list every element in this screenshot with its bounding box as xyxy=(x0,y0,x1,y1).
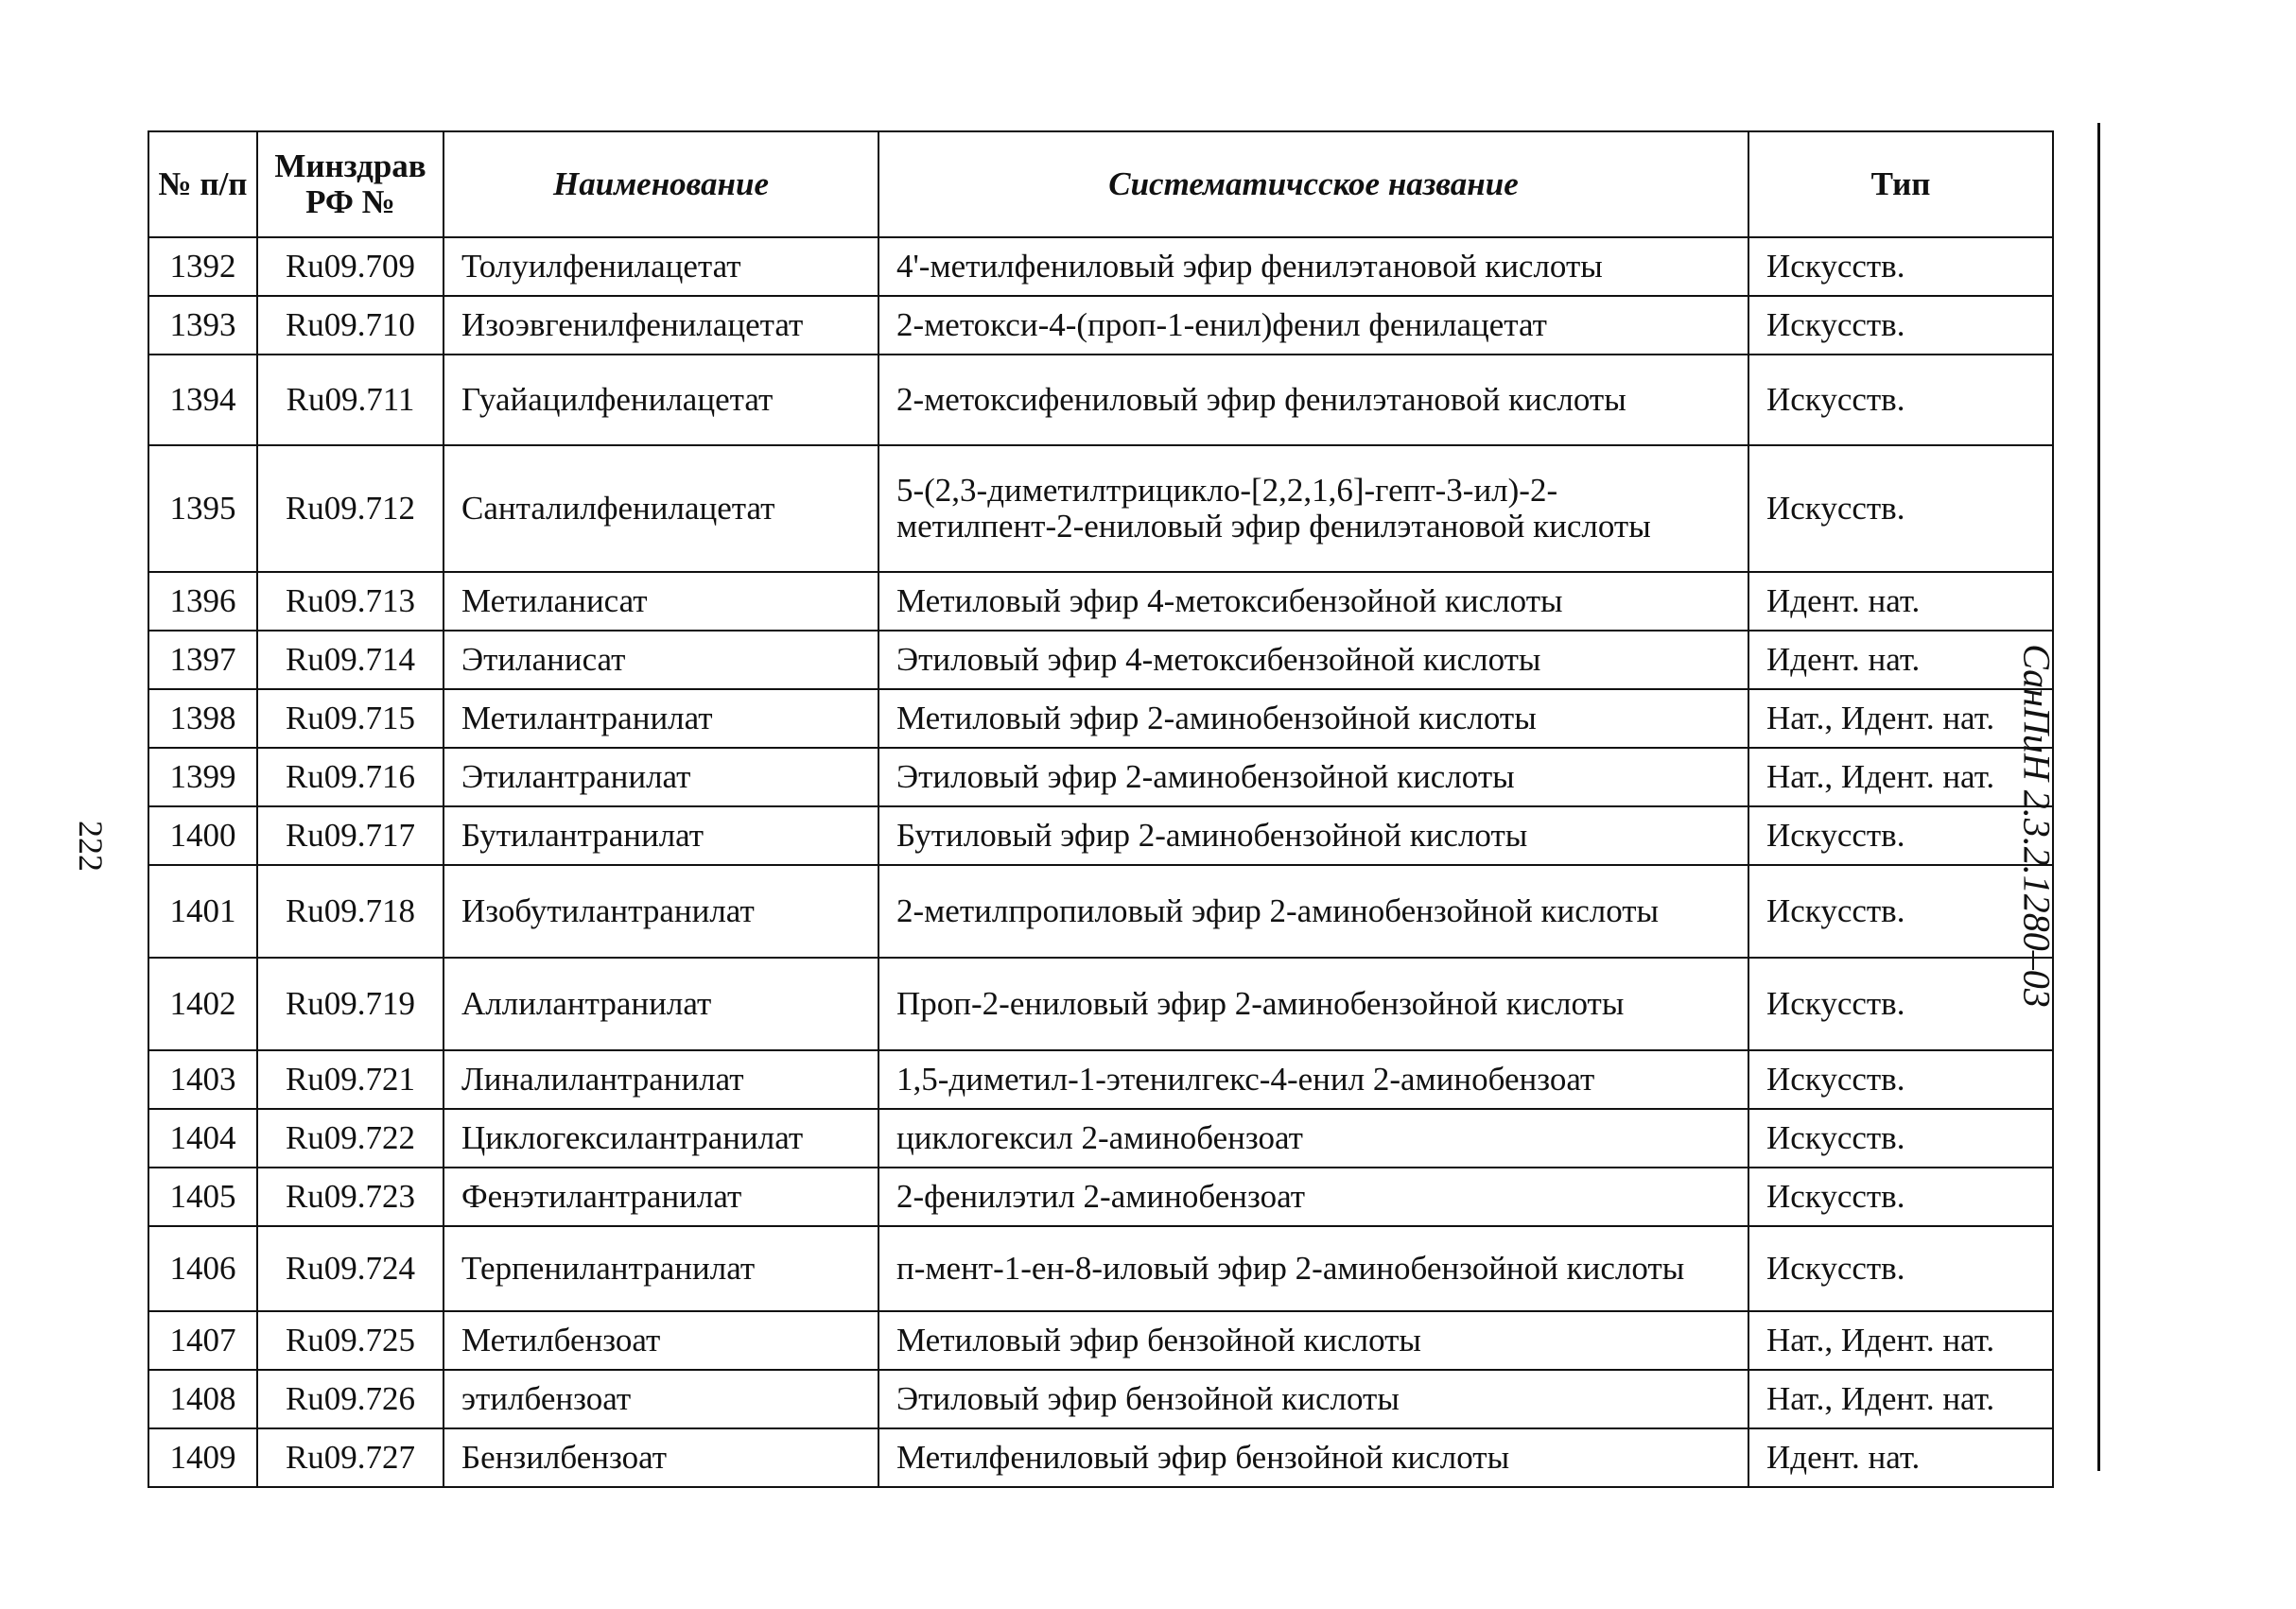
cell-code: Ru09.713 xyxy=(257,572,444,631)
cell-systematic: Метиловый эфир 2-аминобензойной кислоты xyxy=(878,689,1748,748)
cell-code: Ru09.709 xyxy=(257,237,444,296)
cell-code: Ru09.726 xyxy=(257,1370,444,1428)
cell-name: Фенэтилантранилат xyxy=(444,1168,878,1226)
cell-code: Ru09.724 xyxy=(257,1226,444,1311)
table-row xyxy=(148,1050,2053,1109)
cell-name: Санталилфенилацетат xyxy=(444,445,878,572)
cell-num: 1402 xyxy=(148,958,257,1050)
cell-num: 1400 xyxy=(148,806,257,865)
cell-systematic: 2-метилпропиловый эфир 2-аминобензойной кислоты xyxy=(878,865,1748,958)
cell-num: 1393 xyxy=(148,296,257,355)
cell-systematic: Метиловый эфир бензойной кислоты xyxy=(878,1311,1748,1370)
cell-num: 1408 xyxy=(148,1370,257,1428)
cell-type: Нат., Идент. нат. xyxy=(1748,689,2053,748)
cell-type: Идент. нат. xyxy=(1748,631,2053,689)
table-row xyxy=(148,445,2053,572)
cell-systematic: Бутиловый эфир 2-аминобензойной кислоты xyxy=(878,806,1748,865)
cell-code: Ru09.714 xyxy=(257,631,444,689)
cell-type: Нат., Идент. нат. xyxy=(1748,1311,2053,1370)
cell-type: Искусств. xyxy=(1748,237,2053,296)
cell-code: Ru09.719 xyxy=(257,958,444,1050)
table-row xyxy=(148,296,2053,355)
header-code: Минздрав РФ № xyxy=(257,131,444,237)
cell-type: Идент. нат. xyxy=(1748,572,2053,631)
cell-code: Ru09.722 xyxy=(257,1109,444,1168)
cell-name: Толуилфенилацетат xyxy=(444,237,878,296)
cell-code: Ru09.711 xyxy=(257,355,444,445)
table-row xyxy=(148,1226,2053,1311)
cell-code: Ru09.723 xyxy=(257,1168,444,1226)
cell-systematic: п-мент-1-ен-8-иловый эфир 2-аминобензойной кислоты xyxy=(878,1226,1748,1311)
cell-name: Линалилантранилат xyxy=(444,1050,878,1109)
cell-name: Метиланисат xyxy=(444,572,878,631)
cell-num: 1396 xyxy=(148,572,257,631)
cell-systematic: 5-(2,3-диметилтрицикло-[2,2,1,6]-гепт-3-ил)-2-метилпент-2-ениловый эфир фенилэтановой кислоты xyxy=(878,445,1748,572)
table-row xyxy=(148,355,2053,445)
cell-type: Искусств. xyxy=(1748,958,2053,1050)
cell-name: Этилантранилат xyxy=(444,748,878,806)
header-systematic: Систематичсское название xyxy=(878,131,1748,237)
table-row xyxy=(148,748,2053,806)
page-number: 222 xyxy=(72,821,110,872)
cell-num: 1403 xyxy=(148,1050,257,1109)
cell-name: этилбензоат xyxy=(444,1370,878,1428)
cell-systematic: 2-метоксифениловый эфир фенилэтановой кислоты xyxy=(878,355,1748,445)
cell-name: Аллилантранилат xyxy=(444,958,878,1050)
cell-name: Терпенилантранилат xyxy=(444,1226,878,1311)
cell-code: Ru09.716 xyxy=(257,748,444,806)
cell-type: Искусств. xyxy=(1748,1168,2053,1226)
table-row xyxy=(148,631,2053,689)
cell-code: Ru09.710 xyxy=(257,296,444,355)
cell-type: Нат., Идент. нат. xyxy=(1748,1370,2053,1428)
cell-type: Искусств. xyxy=(1748,1109,2053,1168)
cell-name: Изоэвгенилфенилацетат xyxy=(444,296,878,355)
cell-systematic: циклогексил 2-аминобензоат xyxy=(878,1109,1748,1168)
table-row xyxy=(148,1109,2053,1168)
margin-rule xyxy=(2097,123,2100,1471)
cell-code: Ru09.717 xyxy=(257,806,444,865)
running-head: СанПиН 2.3.2.1280–03 xyxy=(2015,644,2059,1008)
cell-code: Ru09.712 xyxy=(257,445,444,572)
cell-code: Ru09.718 xyxy=(257,865,444,958)
cell-code: Ru09.725 xyxy=(257,1311,444,1370)
cell-name: Гуайацилфенилацетат xyxy=(444,355,878,445)
cell-num: 1409 xyxy=(148,1428,257,1487)
cell-num: 1392 xyxy=(148,237,257,296)
table-row xyxy=(148,1168,2053,1226)
cell-num: 1394 xyxy=(148,355,257,445)
cell-type: Искусств. xyxy=(1748,1226,2053,1311)
cell-type: Искусств. xyxy=(1748,865,2053,958)
cell-systematic: Метиловый эфир 4-метоксибензойной кислоты xyxy=(878,572,1748,631)
cell-systematic: Этиловый эфир 4-метоксибензойной кислоты xyxy=(878,631,1748,689)
cell-code: Ru09.721 xyxy=(257,1050,444,1109)
cell-num: 1405 xyxy=(148,1168,257,1226)
cell-type: Искусств. xyxy=(1748,355,2053,445)
cell-type: Нат., Идент. нат. xyxy=(1748,748,2053,806)
table-row xyxy=(148,958,2053,1050)
cell-name: Бензилбензоат xyxy=(444,1428,878,1487)
cell-name: Изобутилантранилат xyxy=(444,865,878,958)
table-row xyxy=(148,1428,2053,1487)
header-type: Тип xyxy=(1748,131,2053,237)
table-row xyxy=(148,689,2053,748)
cell-num: 1397 xyxy=(148,631,257,689)
cell-systematic: Этиловый эфир бензойной кислоты xyxy=(878,1370,1748,1428)
cell-num: 1401 xyxy=(148,865,257,958)
cell-systematic: Этиловый эфир 2-аминобензойной кислоты xyxy=(878,748,1748,806)
cell-type: Искусств. xyxy=(1748,296,2053,355)
cell-systematic: 4'-метилфениловый эфир фенилэтановой кислоты xyxy=(878,237,1748,296)
cell-num: 1399 xyxy=(148,748,257,806)
header-name: Наименование xyxy=(444,131,878,237)
header-num: № п/п xyxy=(148,131,257,237)
cell-num: 1407 xyxy=(148,1311,257,1370)
cell-systematic: 1,5-диметил-1-этенилгекс-4-енил 2-аминобензоат xyxy=(878,1050,1748,1109)
cell-num: 1395 xyxy=(148,445,257,572)
table-row xyxy=(148,1311,2053,1370)
table-row xyxy=(148,572,2053,631)
cell-type: Идент. нат. xyxy=(1748,1428,2053,1487)
table-row xyxy=(148,865,2053,958)
cell-num: 1404 xyxy=(148,1109,257,1168)
cell-type: Искусств. xyxy=(1748,445,2053,572)
cell-num: 1406 xyxy=(148,1226,257,1311)
table-row xyxy=(148,1370,2053,1428)
cell-num: 1398 xyxy=(148,689,257,748)
cell-name: Метилантранилат xyxy=(444,689,878,748)
cell-name: Циклогексилантранилат xyxy=(444,1109,878,1168)
table-header-row xyxy=(148,131,2053,237)
table-row xyxy=(148,237,2053,296)
cell-systematic: Метилфениловый эфир бензойной кислоты xyxy=(878,1428,1748,1487)
table-row xyxy=(148,806,2053,865)
cell-name: Этиланисат xyxy=(444,631,878,689)
cell-name: Бутилантранилат xyxy=(444,806,878,865)
cell-type: Искусств. xyxy=(1748,806,2053,865)
cell-systematic: 2-фенилэтил 2-аминобензоат xyxy=(878,1168,1748,1226)
cell-name: Метилбензоат xyxy=(444,1311,878,1370)
cell-systematic: Проп-2-ениловый эфир 2-аминобензойной кислоты xyxy=(878,958,1748,1050)
cell-code: Ru09.715 xyxy=(257,689,444,748)
flavoring-substances-table xyxy=(148,130,2054,1488)
cell-systematic: 2-метокси-4-(проп-1-енил)фенил фенилацетат xyxy=(878,296,1748,355)
cell-type: Искусств. xyxy=(1748,1050,2053,1109)
cell-code: Ru09.727 xyxy=(257,1428,444,1487)
